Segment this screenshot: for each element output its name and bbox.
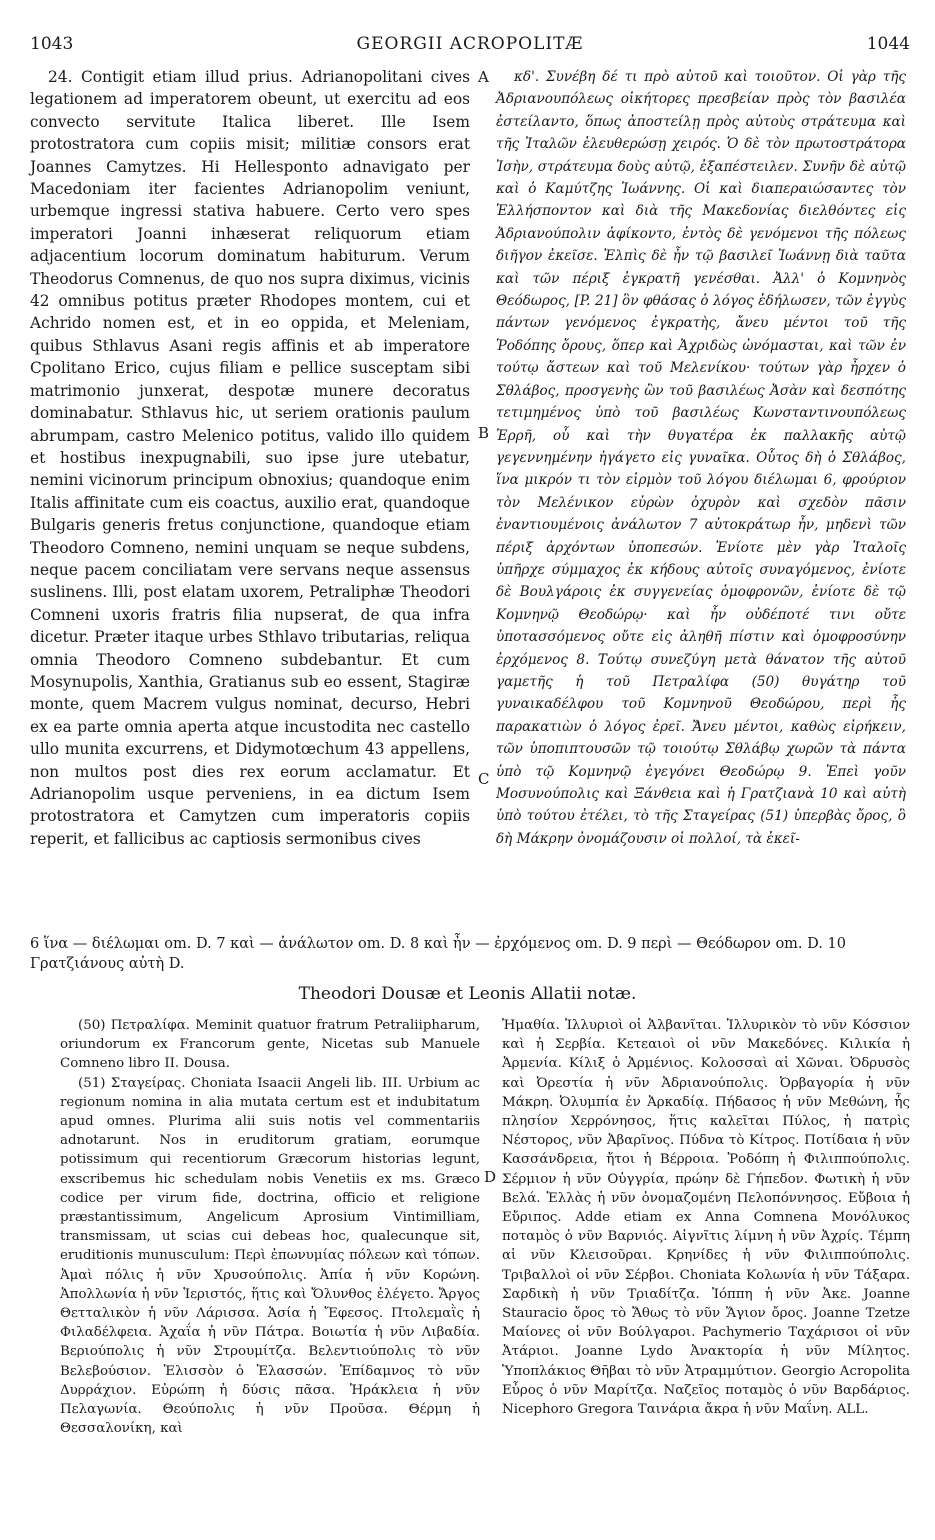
note-paragraph: Ἠμαθία. Ἰλλυριοὶ οἱ Ἀλβανῖται. Ἰλλυρικὸν τὸ νῦν Κόσσιον καὶ ἡ Σερβία. Κετεαιοὶ οἱ νῦν Μακεδόνες. Κιλικία ἡ Ἀρμενία. Κίλιξ ὁ Ἀρμένιος. Κολοσσαὶ αἱ Χῶναι. Ὀδρυσὸς καὶ Ὀρεστία ἡ νῦν Ἀδριανούπολις. Ὀρβαγορία ἡ νῦν Μάκρη. Ὀλυμπία ἐν Ἀρκαδίᾳ. Πήδασος ἡ νῦν Μεθώνη, ἧς πλησίον Χερρόνησος, ἥτις καλεῖται Πύλος, ἡ πατρὶς Νέστορος, νῦν Ἀβαρῖνος. Πύδνα τὸ Κίτρος. Ποτίδαια ἡ νῦν Κασσάνδρεια, ἤτοι ἡ Βέρροια. Ῥοδόπη ἡ Φιλιππούπολις. Σέρμιον ἡ νῦν Οὐγγρία, πρώην δὲ Γήπεδον. Φωτικὴ ἡ νῦν Βελά. Ἑλλὰς ἡ νῦν ὀνομαζομένη Πελοπόννησος. Εὔβοια ἡ Εὔριπος. Adde etiam ex Anna Comnena Μονόλυκος ποταμὸς ὁ νῦν Βαρνιός. Αἰγνῖτις λίμνη ἡ νῦν Ἀχρίς. Τέμπη αἱ νῦν Κλεισοῦραι. Κρηνίδες ἡ νῦν Φιλιππούπολις. Τριβαλλοὶ οἱ νῦν Σέρβοι. Choniata Κολωνία ἡ νῦν Τάξαρα. Σαρδικὴ ἡ νῦν Τριαδίτζα. Ἰόππη ἡ νῦν Ἀκε. Joanne Stauracio ὄρος τὸ Ἄθως τὸ νῦν Ἅγιον ὄρος. Joanne Tzetze Μαίονες οἱ νῦν Βούλγαροι. Pachymerio Ταχάρισοι οἱ νῦν Ἀτάριοι. Joanne Lydo Ἀνακτορία ἡ νῦν Μίλητος. Ὑποπλάκιος Θῆβαι τὸ νῦν Ἀτραμμύτιον. Georgio Acropolita Εὖρος ὁ νῦν Μαρίτζα. Ναζεῖος ποταμὸς ὁ νῦν Βαρδάριος. Nicephoro Gregora Ταινάρια ἄκρα ἡ νῦν Μαΐνη. ALL. (502, 1018, 910, 1418)
latin-paragraph: 24. Contigit etiam illud prius. Adrianopolitani cives legationem ad imperatorem obeunt, ut exercitu ad eos convecto servitute Italica liberet. Ille Isem protostratora cum copiis misit; militiæ consors erat Joannes Camytzes. Hi Hellesponto adnavigato per Macedoniam iter facientes Adrianopolim veniunt, urbemque ingressi stativa habuere. Certo vero spes imperatori Joanni inhæserat reliquorum etiam adjacentium locorum dominatum habiturum. Verum Theodorus Comnenus, de quo nos supra diximus, vicinis 42 omnibus potitus præter Rhodopes montem, cui et Achrido nomen est, et in eo oppida, et Meleniam, quibus Sthlavus Asani regis affinis et ab imperatore Cpolitano Erico, cujus filiam e pellice susceptam sibi matrimonio junxerat, despotæ munere decoratus dominabatur. Sthlavus hic, ut seriem orationis paulum abrumpam, castro Melenico potitus, valido illo quidem et hostibus inexpugnabili, suo ipse jure utebatur, nemini vicinorum principum obnoxius; quandoque enim Italis affinitate cum eis coactus, auxilio erat, quandoque Bulgaris generis fretus conjunctione, quandoque etiam Theodoro Comneno, nemini unquam se neque subdens, neque pacem conciliatam vere servans neque assensus suslinens. Illi, post elatam uxorem, Petraliphæ Theodori Comneni uxoris fratris filia nupserat, de qua infra dicetur. Præter itaque urbes Sthlavo tributarias, reliqua omnia Theodoro Comneno subdebantur. Et cum Mosynupolis, Xanthia, Gratianus sub eo essent, Stagiræ monte, quem Macrem vulgus nominat, decurso, Hebri ex ea parte omnia aperta atque incustodita nec castello ullo munita excurrens, et Didymotœchum 43 appellens, non multos post dies rex eorum acclamatur. Et Adrianopolim usque perveniens, in ea dictum Isem protostratora et Camytzen cum imperatoris copiis reperit, et fallicibus ac captiosis sermonibus cives (30, 68, 470, 848)
footnotes: 6 ἵνα — διέλωμαι om. D. 7 καὶ — ἀνάλωτον om. D. 8 καὶ ἦν — ἐρχόμενος om. D. 9 περὶ — Θεόδωρον om. D. 10 Γρατζιάνους αὐτὴ D. (30, 936, 846, 972)
margin-marker-c: C (478, 770, 490, 788)
greek-text-column (496, 66, 906, 850)
notes-left-column (60, 1016, 480, 1438)
page-number-right: 1044 (866, 34, 910, 54)
running-title: GEORGII ACROPOLITÆ (356, 34, 584, 54)
page-number-left: 1043 (30, 34, 74, 54)
margin-marker-b: B (478, 424, 490, 442)
margin-marker-a: A (478, 68, 489, 86)
page-header (30, 34, 910, 56)
greek-paragraph: κδ'. Συνέβη δέ τι πρὸ αὐτοῦ καὶ τοιοῦτον. Οἱ γὰρ τῆς Ἀδριανουπόλεως οἰκήτορες πρεσβείαν πρὸς τὸν βασιλέα ἐστείλαντο, ὅπως ἀποστείλῃ πρὸς αὐτοὺς στράτευμα καὶ τῆς Ἰταλῶν ἐλευθερώσῃ χειρός. Ὁ δὲ τὸν πρωτοστράτορα Ἰσὴν, στράτευμα δοὺς αὐτῷ, ἐξαπέστειλεν. Συνῆν δὲ αὐτῷ καὶ ὁ Καμύτζης Ἰωάννης. Οἱ καὶ διαπεραιώσαντες τὸν Ἑλλήσποντον καὶ διὰ τῆς Μακεδονίας διελθόντες εἰς Ἀδριανούπολιν ἀφίκοντο, ἐντὸς δὲ γενόμενοι τῆς πόλεως διῆγον ἐκεῖσε. Ἐλπὶς δὲ ἦν τῷ βασιλεῖ Ἰωάννῃ διὰ ταῦτα καὶ τῶν πέριξ ἐγκρατῆ γενέσθαι. Ἀλλ' ὁ Κομνηνὸς Θεόδωρος, [P. 21] ὃν φθάσας ὁ λόγος ἐδήλωσεν, τῶν ἐγγὺς πάντων γενόμενος ἐγκρατὴς, ἄνευ μέντοι τοῦ τῆς Ῥοδόπης ὄρους, ὅπερ καὶ Ἀχριδὼς ὠνόμασται, καὶ τῶν ἐν τούτῳ ἄστεων καὶ τοῦ Μελενίκου· τούτων γὰρ ἦρχεν ὁ Σθλάβος, προσγενὴς ὢν τοῦ βασιλέως Ἀσὰν καὶ δεσπότης τετιμημένος ὑπὸ τοῦ βασιλέως Κωνσταντινουπόλεως Ἐρρῆ, οὗ καὶ τὴν θυγατέρα ἐκ παλλακῆς αὐτῷ γεγεννημένην ἠγάγετο εἰς γυναῖκα. Οὗτος δὴ ὁ Σθλάβος, ἵνα μικρόν τι τὸν εἱρμὸν τοῦ λόγου διέλωμαι 6, φρούριον τὸν Μελένικον εὑρὼν ὀχυρὸν καὶ σχεδὸν πᾶσιν ἐναντιουμένοις ἀνάλωτον 7 αὐτοκράτωρ ἦν, μηδενὶ τῶν πέριξ ἀρχόντων ὑποπεσών. Ἐνίοτε μὲν γὰρ Ἰταλοῖς ὑπῆρχε σύμμαχος ἐκ κήδους αὐτοῖς συναγόμενος, ἐνίοτε δὲ Βουλγάροις ἐκ συγγενείας ὁμοφρονῶν, ἐνίοτε δὲ τῷ Κομνηνῷ Θεοδώρῳ· καὶ ἦν οὐδέποτέ τινι οὔτε ὑποτασσόμενος οὔτε εἰς ἀληθῆ πίστιν καὶ ὁμοφροσύνην ἐρχόμενος 8. Τούτῳ συνεζύγη μετὰ θάνατον τῆς αὐτοῦ γαμετῆς ἡ τοῦ Πετραλίφα (50) θυγάτηρ τοῦ γυναικαδέλφου τοῦ Κομνηνοῦ Θεοδώρου, περὶ ἧς παρακατιὼν ὁ λόγος ἐρεῖ. Ἄνευ μέντοι, καθὼς εἰρήκειν, τῶν ὑποπιπτουσῶν τῷ τοιούτῳ Σθλάβῳ χωρῶν τὰ πάντα ὑπὸ τῷ Κομνηνῷ ἐγεγόνει Θεοδώρῳ 9. Ἐπεὶ γοῦν Μοσυνούπολις καὶ Ξάνθεια καὶ ἡ Γρατζιανὰ 10 καὶ αὐτὴ ὑπὸ τούτου ἐτέλει, τὸ τῆς Σταγείρας (51) ὑπερβὰς ὄρος, ὃ δὴ Μάκρην ὀνομάζουσιν οἱ πολλοί, τὰ ἐκεῖ- (496, 69, 906, 847)
notes-right-column (502, 1016, 910, 1419)
note-paragraph: (50) Πετραλίφα. Meminit quatuor fratrum Petraliipharum, oriundorum ex Francorum gente, Nicetas sub Manuele Comneno libro II. Dousa. (60, 1018, 480, 1072)
notes-heading: Theodori Dousæ et Leonis Allatii notæ. (298, 984, 637, 1004)
margin-marker-d: D (484, 1168, 497, 1186)
note-paragraph: (51) Σταγείρας. Choniata Isaacii Angeli lib. III. Urbium ac regionum nomina in alia mutata certum est et indubitatum apud omnes. Plurima alii suis notis vel commentariis adnotarunt. Nos in eruditorum gratiam, eorumque potissimum qui recentiorum Græcorum historias legunt, exscribemus hic schedulam nobis Venetiis ex ms. Græco codice per virum fide, doctrina, officio et religione præstantissimum, Angelicum Aprosium Vintimilliam, transmissam, ut scias cui debeas hoc, qualecunque sit, eruditionis munusculum: Περὶ ἐπωνυμίας πόλεων καὶ τόπων. Ἀμαὶ πόλις ἡ νῦν Χρυσούπολις. Ἀπία ἡ νῦν Κορώνη. Ἀπολλωνία ἡ νῦν Ἱεριστός, ἥτις καὶ Ὄλυνθος ἐλέγετο. Ἄργος Θετταλικὸν ἡ νῦν Λάρισσα. Ἀσία ἡ Ἔφεσος. Πτολεμαῒς ἡ Φιλαδέλφεια. Ἀχαΐα ἡ νῦν Πάτρα. Βοιωτία ἡ νῦν Λιβαδία. Βεριούπολις ἡ νῦν Στρουμίτζα. Βελεντιούπολις τὸ νῦν Βελεβούσιον. Ἐλισσὸν ὁ Ἐλασσών. Ἐπίδαμνος τὸ νῦν Δυρράχιον. Εὐρώπη ἡ δύσις πᾶσα. Ἡράκλεια ἡ νῦν Πελαγωνία. Θεούπολις ἡ νῦν Προῦσα. Θέρμη ἡ Θεσσαλονίκη, καὶ (60, 1075, 480, 1437)
latin-text-column (30, 66, 470, 850)
